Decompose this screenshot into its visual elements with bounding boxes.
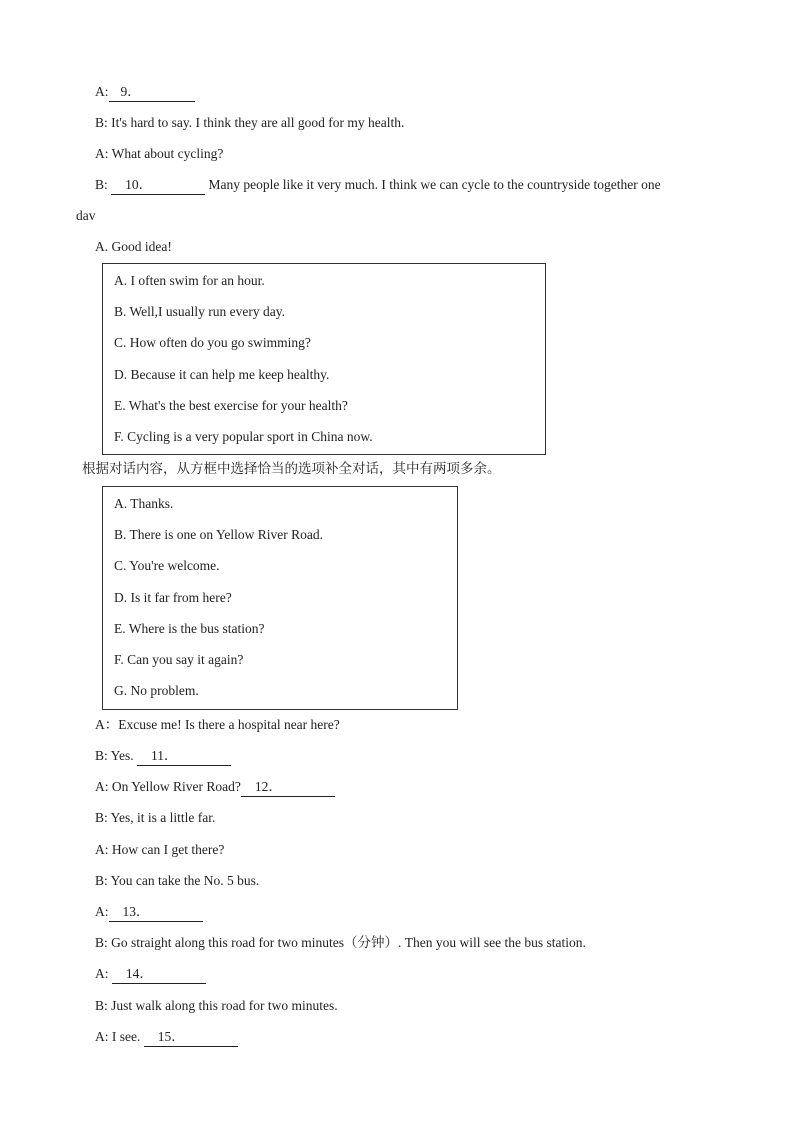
dialogue2-line: A：Excuse me! Is there a hospital near here? [95, 717, 340, 732]
dialogue2-line: A: How can I get there? [95, 842, 225, 857]
speaker-label: A: [95, 966, 109, 981]
options-box-1 [102, 263, 546, 455]
option-item: A. Thanks. [114, 496, 174, 511]
speaker-label: A: [95, 904, 109, 919]
option-item: E. What's the best exercise for your health? [114, 398, 348, 413]
option-item: B. Well,I usually run every day. [114, 304, 285, 319]
dialogue1-line-continuation: dav [76, 208, 96, 223]
instruction-text: 根据对话内容，从方框中选择恰当的选项补全对话，其中有两项多余。 [82, 461, 501, 477]
dialogue2-line-15 [95, 1028, 238, 1047]
option-item: C. How often do you go swimming? [114, 335, 311, 350]
dialogue2-line: B: Yes, it is a little far. [95, 810, 216, 825]
dialogue2-text: B: Yes. [95, 748, 134, 763]
answer-blank-11[interactable]: 11． [137, 747, 231, 766]
answer-blank-9[interactable]: 9． [109, 83, 195, 102]
speaker-label: A: [95, 84, 109, 99]
option-item: F. Cycling is a very popular sport in China now. [114, 429, 373, 444]
answer-blank-12[interactable]: 12． [241, 778, 335, 797]
dialogue2-line-11 [95, 747, 231, 766]
dialogue1-line-10 [95, 176, 661, 195]
option-item: G. No problem. [114, 683, 199, 698]
answer-blank-15[interactable]: 15． [144, 1028, 238, 1047]
dialogue2-line: B: Just walk along this road for two minutes. [95, 998, 338, 1013]
dialogue1-line: A: What about cycling? [95, 146, 224, 161]
option-item: D. Because it can help me keep healthy. [114, 367, 330, 382]
dialogue2-text: A: I see. [95, 1029, 141, 1044]
answer-blank-13[interactable]: 13． [109, 903, 203, 922]
dialogue2-line-12 [95, 778, 335, 797]
dialogue2-line: B: Go straight along this road for two minutes（分钟）. Then you will see the bus station. [95, 935, 586, 950]
dialogue2-line: B: You can take the No. 5 bus. [95, 873, 260, 888]
answer-blank-10[interactable]: 10． [111, 176, 205, 195]
option-item: D. Is it far from here? [114, 590, 232, 605]
dialogue1-text: Many people like it very much. I think we can cycle to the countryside together one [208, 177, 661, 192]
option-item: E. Where is the bus station? [114, 621, 265, 636]
option-item: B. There is one on Yellow River Road. [114, 527, 323, 542]
dialogue2-text: A: On Yellow River Road? [95, 779, 241, 794]
dialogue1-line: B: It's hard to say. I think they are all good for my health. [95, 115, 405, 130]
speaker-label: B: [95, 177, 108, 192]
dialogue1-line: A. Good idea! [95, 239, 172, 254]
option-item: C. You're welcome. [114, 558, 220, 573]
option-item: F. Can you say it again? [114, 652, 244, 667]
answer-blank-14[interactable]: 14． [112, 965, 206, 984]
option-item: A. I often swim for an hour. [114, 273, 265, 288]
dialogue1-line-9 [95, 83, 195, 102]
options-box-2 [102, 486, 458, 710]
dialogue2-line-13 [95, 903, 203, 922]
dialogue2-line-14 [95, 965, 206, 984]
